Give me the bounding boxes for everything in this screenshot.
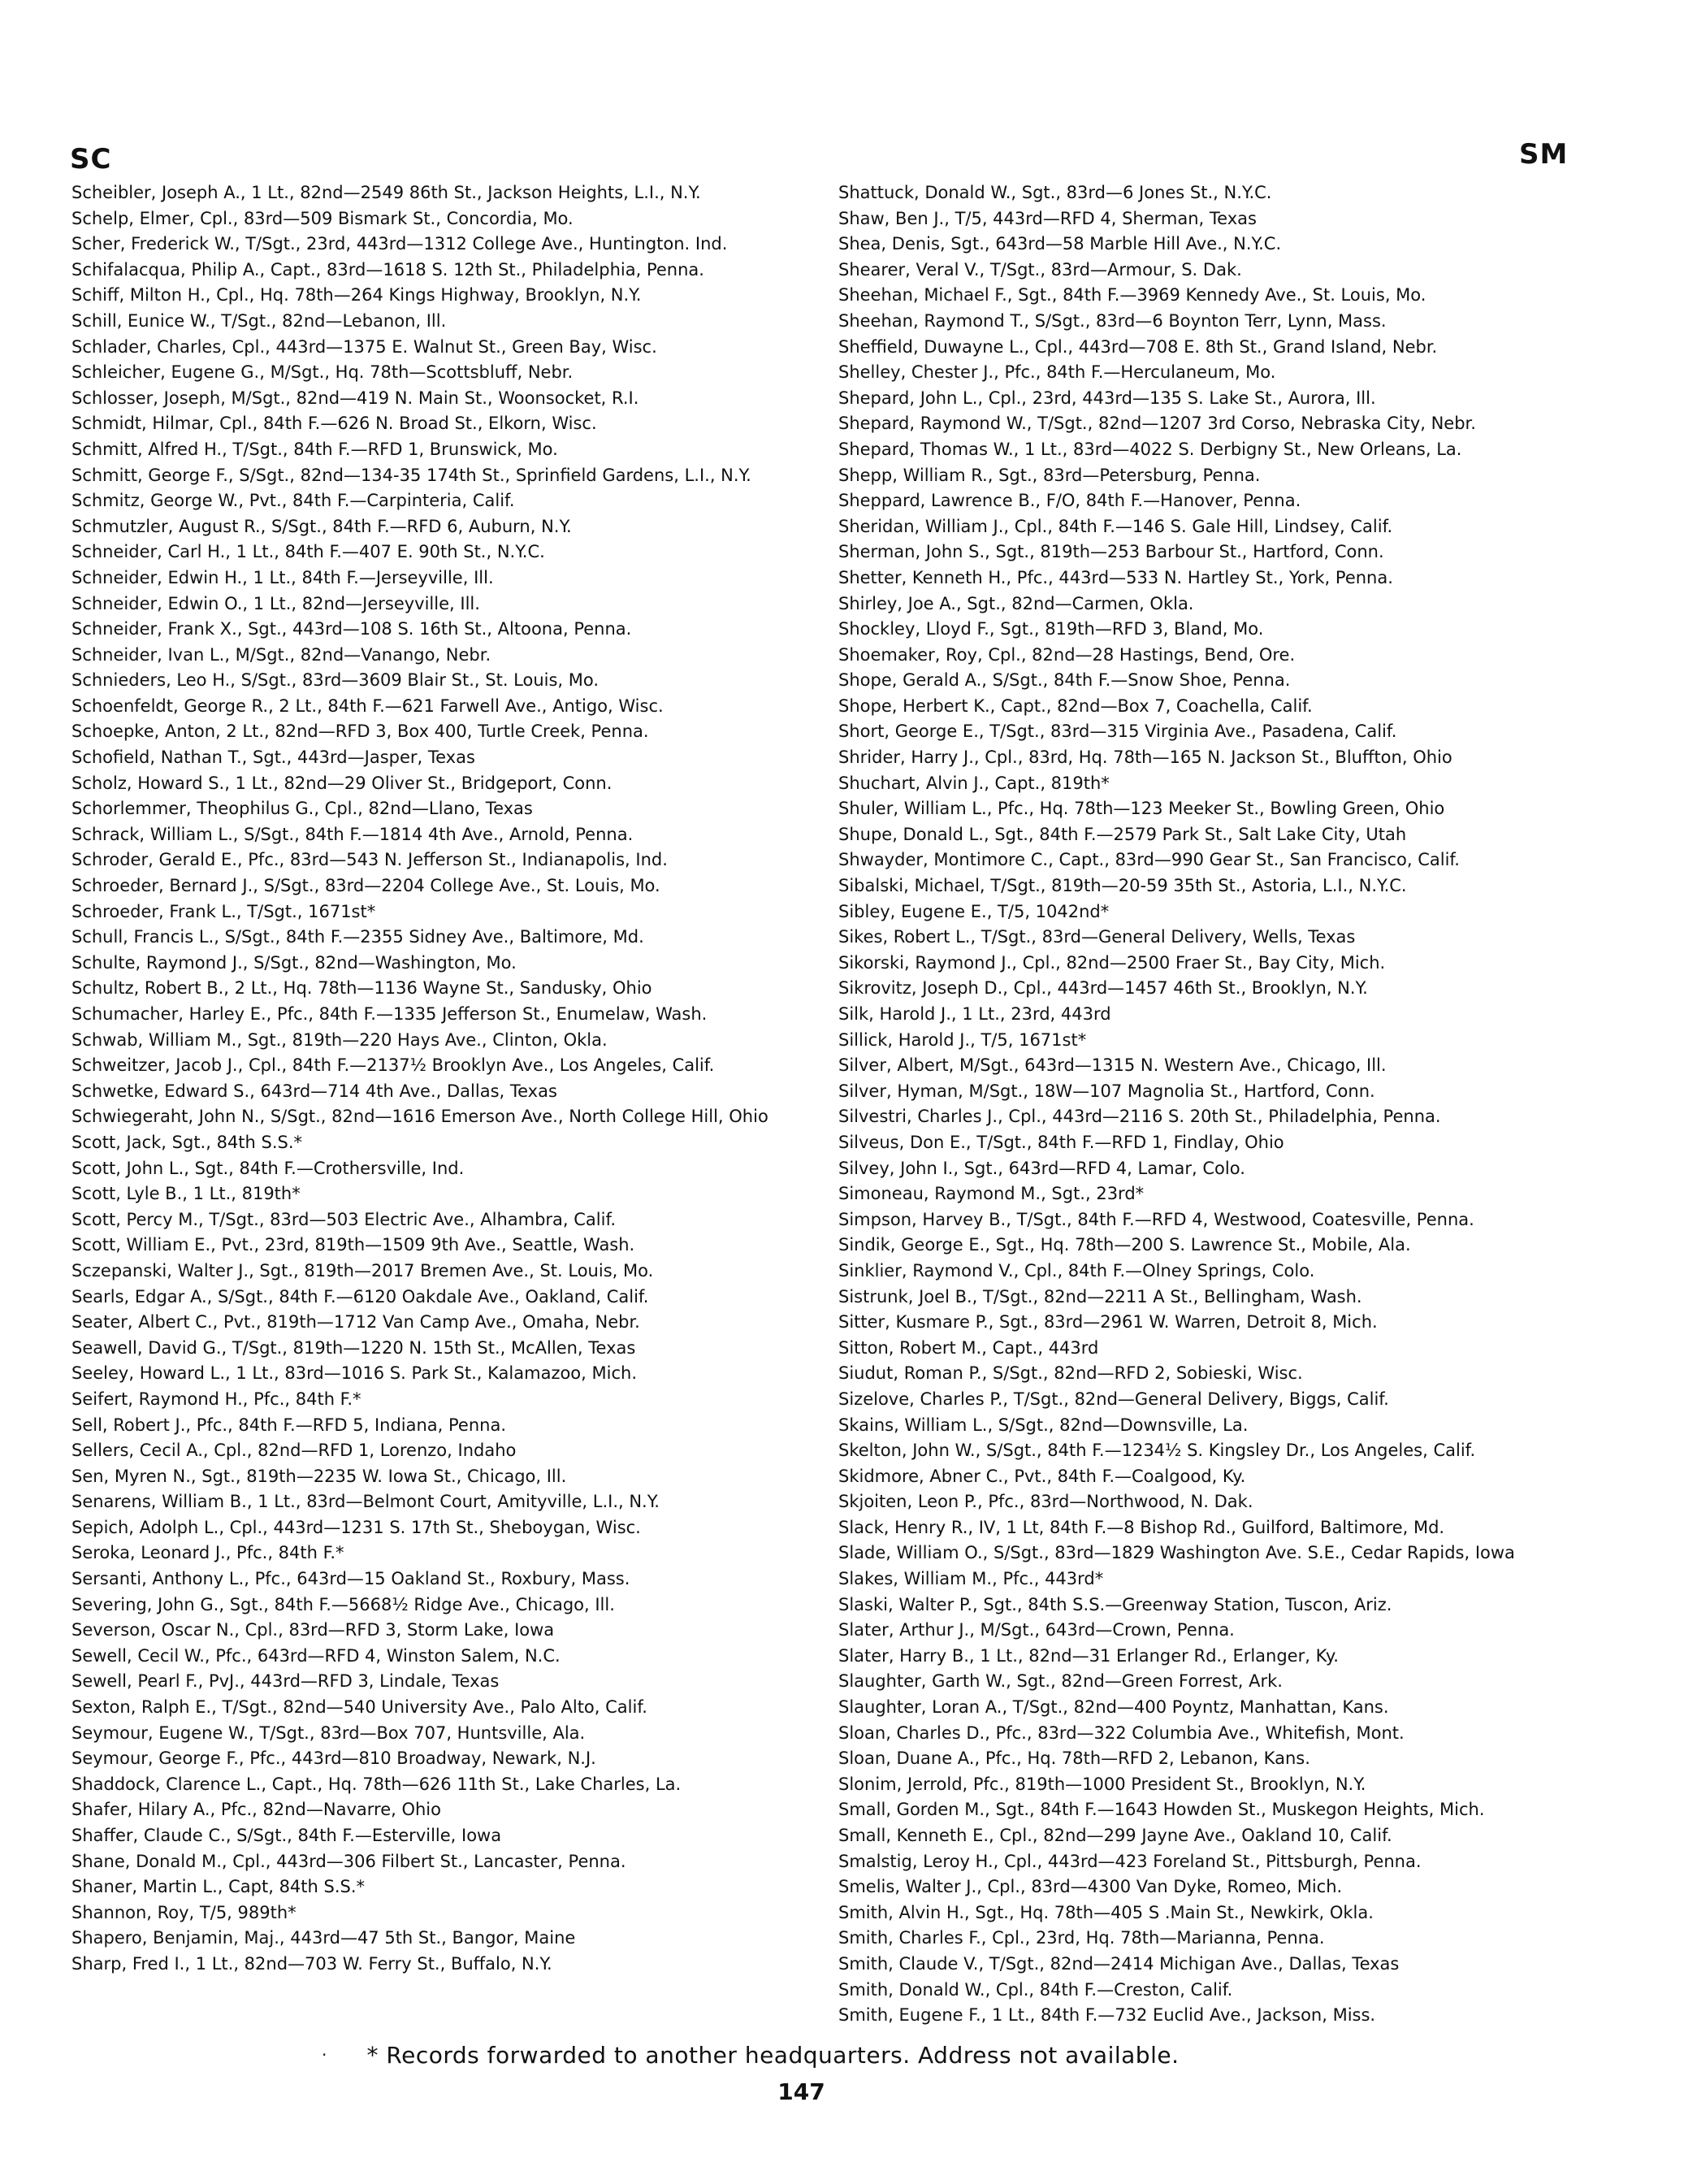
roster-entry: Schelp, Elmer, Cpl., 83rd—509 Bismark St., Concordia, Mo. [71, 208, 574, 228]
roster-entry: Seeley, Howard L., 1 Lt., 83rd—1016 S. Park St., Kalamazoo, Mich. [71, 1363, 637, 1384]
roster-entry: Silveus, Don E., T/Sgt., 84th F.—RFD 1, Findlay, Ohio [838, 1132, 1284, 1152]
roster-entry: Shea, Denis, Sgt., 643rd—58 Marble Hill Ave., N.Y.C. [838, 234, 1282, 254]
roster-entry: Short, George E., T/Sgt., 83rd—315 Virginia Ave., Pasadena, Calif. [838, 722, 1397, 742]
roster-entry: Sen, Myren N., Sgt., 819th—2235 W. Iowa St., Chicago, Ill. [71, 1466, 567, 1486]
footnote-text: * Records forwarded to another headquarters. Address not available. [366, 2042, 1180, 2069]
roster-entry: Simpson, Harvey B., T/Sgt., 84th F.—RFD 4, Westwood, Coatesville, Penna. [838, 1209, 1474, 1229]
roster-entry: Shaffer, Claude C., S/Sgt., 84th F.—Esterville, Iowa [71, 1826, 502, 1845]
roster-entry: Shupe, Donald L., Sgt., 84th F.—2579 Park St., Salt Lake City, Utah [838, 824, 1407, 844]
right-column-entries [838, 180, 1586, 2029]
roster-entry: Schofield, Nathan T., Sgt., 443rd—Jasper, Texas [71, 748, 475, 768]
roster-entry: Shepp, William R., Sgt., 83rd—Petersburg, Penna. [838, 465, 1261, 485]
roster-entry: Smith, Eugene F., 1 Lt., 84th F.—732 Euclid Ave., Jackson, Miss. [838, 2005, 1376, 2026]
roster-entry: Smith, Claude V., T/Sgt., 82nd—2414 Michigan Ave., Dallas, Texas [838, 1953, 1400, 1974]
roster-entry: Sindik, George E., Sgt., Hq. 78th—200 S. Lawrence St., Mobile, Ala. [838, 1235, 1411, 1255]
roster-entry: Severing, John G., Sgt., 84th F.—5668½ Ridge Ave., Chicago, Ill. [71, 1594, 615, 1614]
roster-entry: Shuchart, Alvin J., Capt., 819th* [838, 773, 1110, 793]
roster-entry: Sheffield, Duwayne L., Cpl., 443rd—708 E. 8th St., Grand Island, Nebr. [838, 336, 1438, 357]
roster-entry: Schneider, Ivan L., M/Sgt., 82nd—Vanango, Nebr. [71, 644, 491, 665]
roster-entry: Shannon, Roy, T/5, 989th* [71, 1902, 297, 1922]
roster-entry: Shrider, Harry J., Cpl., 83rd, Hq. 78th—165 N. Jackson St., Bluffton, Ohio [838, 748, 1452, 768]
roster-entry: Shaw, Ben J., T/5, 443rd—RFD 4, Sherman, Texas [838, 208, 1257, 228]
roster-entry: Schneider, Edwin O., 1 Lt., 82nd—Jerseyville, Ill. [71, 593, 480, 613]
roster-entry: Silk, Harold J., 1 Lt., 23rd, 443rd [838, 1004, 1111, 1024]
roster-entry: Sitter, Kusmare P., Sgt., 83rd—2961 W. Warren, Detroit 8, Mich. [838, 1312, 1378, 1332]
roster-entry: Seymour, George F., Pfc., 443rd—810 Broadway, Newark, N.J. [71, 1748, 596, 1769]
left-column-entries [71, 180, 811, 1978]
roster-entry: Schultz, Robert B., 2 Lt., Hq. 78th—1136 Wayne St., Sandusky, Ohio [71, 978, 652, 999]
roster-entry: Shockley, Lloyd F., Sgt., 819th—RFD 3, Bland, Mo. [838, 619, 1264, 639]
roster-entry: Shearer, Veral V., T/Sgt., 83rd—Armour, S. Dak. [838, 259, 1242, 280]
roster-entry: Sheehan, Michael F., Sgt., 84th F.—3969 Kennedy Ave., St. Louis, Mo. [838, 285, 1426, 306]
roster-entry: Shaner, Martin L., Capt, 84th S.S.* [71, 1877, 366, 1897]
roster-entry: Schill, Eunice W., T/Sgt., 82nd—Lebanon, Ill. [71, 310, 447, 331]
roster-entry: Seater, Albert C., Pvt., 819th—1712 Van Camp Ave., Omaha, Nebr. [71, 1312, 640, 1332]
section-header-right: SM [1519, 138, 1569, 171]
roster-entry: Scott, William E., Pvt., 23rd, 819th—1509 9th Ave., Seattle, Wash. [71, 1235, 635, 1255]
roster-entry: Seroka, Leonard J., Pfc., 84th F.* [71, 1543, 344, 1563]
roster-entry: Sheppard, Lawrence B., F/O, 84th F.—Hanover, Penna. [838, 491, 1301, 511]
roster-entry: Scott, Percy M., T/Sgt., 83rd—503 Electric Ave., Alhambra, Calif. [71, 1209, 617, 1229]
roster-entry: Sitton, Robert M., Capt., 443rd [838, 1337, 1099, 1358]
roster-entry: Shattuck, Donald W., Sgt., 83rd—6 Jones St., N.Y.C. [838, 183, 1272, 202]
roster-entry: Sell, Robert J., Pfc., 84th F.—RFD 5, Indiana, Penna. [71, 1415, 507, 1435]
roster-entry: Schneider, Carl H., 1 Lt., 84th F.—407 E. 90th St., N.Y.C. [71, 542, 545, 562]
roster-entry: Sikes, Robert L., T/Sgt., 83rd—General Delivery, Wells, Texas [838, 927, 1356, 947]
roster-entry: Simoneau, Raymond M., Sgt., 23rd* [838, 1184, 1145, 1204]
roster-entry: Smith, Donald W., Cpl., 84th F.—Creston, Calif. [838, 1979, 1233, 2000]
roster-entry: Sewell, Cecil W., Pfc., 643rd—RFD 4, Winston Salem, N.C. [71, 1645, 561, 1666]
roster-entry: Schlosser, Joseph, M/Sgt., 82nd—419 N. Main St., Woonsocket, R.I. [71, 388, 639, 408]
roster-entry: Scott, Lyle B., 1 Lt., 819th* [71, 1184, 301, 1204]
roster-entry: Slater, Harry B., 1 Lt., 82nd—31 Erlanger Rd., Erlanger, Ky. [838, 1645, 1339, 1666]
section-header-left: SC [70, 143, 112, 176]
roster-entry: Schifalacqua, Philip A., Capt., 83rd—1618 S. 12th St., Philadelphia, Penna. [71, 259, 704, 280]
roster-entry: Severson, Oscar N., Cpl., 83rd—RFD 3, Storm Lake, Iowa [71, 1620, 555, 1640]
roster-entry: Schroeder, Frank L., T/Sgt., 1671st* [71, 901, 376, 921]
roster-entry: Smith, Charles F., Cpl., 23rd, Hq. 78th—Marianna, Penna. [838, 1928, 1325, 1948]
roster-entry: Scott, Jack, Sgt., 84th S.S.* [71, 1132, 303, 1152]
roster-entry: Schwetke, Edward S., 643rd—714 4th Ave., Dallas, Texas [71, 1081, 557, 1101]
roster-entry: Schiff, Milton H., Cpl., Hq. 78th—264 Kings Highway, Brooklyn, N.Y. [71, 285, 642, 306]
roster-entry: Shope, Herbert K., Capt., 82nd—Box 7, Coachella, Calif. [838, 696, 1313, 716]
stray-mark: · [322, 2045, 327, 2065]
footnote [0, 2042, 1684, 2069]
roster-entry: Slater, Arthur J., M/Sgt., 643rd—Crown, Penna. [838, 1620, 1235, 1640]
roster-entry: Shoemaker, Roy, Cpl., 82nd—28 Hastings, Bend, Ore. [838, 644, 1296, 665]
roster-entry: Smalstig, Leroy H., Cpl., 443rd—423 Foreland St., Pittsburgh, Penna. [838, 1851, 1422, 1871]
roster-entry: Schleicher, Eugene G., M/Sgt., Hq. 78th—Scottsbluff, Nebr. [71, 362, 574, 383]
roster-entry: Sharp, Fred I., 1 Lt., 82nd—703 W. Ferry St., Buffalo, N.Y. [71, 1953, 552, 1974]
roster-entry: Scheibler, Joseph A., 1 Lt., 82nd—2549 86th St., Jackson Heights, L.I., N.Y. [71, 183, 701, 202]
roster-entry: Schorlemmer, Theophilus G., Cpl., 82nd—Llano, Texas [71, 799, 533, 819]
roster-entry: Shelley, Chester J., Pfc., 84th F.—Herculaneum, Mo. [838, 362, 1276, 383]
roster-entry: Schwiegeraht, John N., S/Sgt., 82nd—1616 Emerson Ave., North College Hill, Ohio [71, 1107, 768, 1127]
roster-entry: Silver, Hyman, M/Sgt., 18W—107 Magnolia St., Hartford, Conn. [838, 1081, 1375, 1101]
roster-entry: Shepard, John L., Cpl., 23rd, 443rd—135 S. Lake St., Aurora, Ill. [838, 388, 1376, 408]
roster-entry: Skelton, John W., S/Sgt., 84th F.—1234½ S. Kingsley Dr., Los Angeles, Calif. [838, 1441, 1476, 1461]
roster-entry: Sinklier, Raymond V., Cpl., 84th F.—Olney Springs, Colo. [838, 1260, 1315, 1280]
roster-entry: Schwab, William M., Sgt., 819th—220 Hays Ave., Clinton, Okla. [71, 1029, 608, 1050]
roster-entry: Seifert, Raymond H., Pfc., 84th F.* [71, 1389, 361, 1409]
roster-entry: Shwayder, Montimore C., Capt., 83rd—990 Gear St., San Francisco, Calif. [838, 850, 1460, 870]
roster-entry: Slack, Henry R., IV, 1 Lt, 84th F.—8 Bishop Rd., Guilford, Baltimore, Md. [838, 1517, 1445, 1537]
roster-entry: Scott, John L., Sgt., 84th F.—Crothersville, Ind. [71, 1158, 465, 1178]
roster-entry: Sellers, Cecil A., Cpl., 82nd—RFD 1, Lorenzo, Indaho [71, 1441, 517, 1461]
roster-entry: Skidmore, Abner C., Pvt., 84th F.—Coalgood, Ky. [838, 1466, 1246, 1486]
roster-entry: Sexton, Ralph E., T/Sgt., 82nd—540 University Ave., Palo Alto, Calif. [71, 1697, 647, 1718]
roster-entry: Slaughter, Loran A., T/Sgt., 82nd—400 Poyntz, Manhattan, Kans. [838, 1697, 1389, 1718]
roster-entry: Sibley, Eugene E., T/5, 1042nd* [838, 901, 1110, 921]
roster-entry: Shirley, Joe A., Sgt., 82nd—Carmen, Okla. [838, 593, 1194, 613]
roster-entry: Schweitzer, Jacob J., Cpl., 84th F.—2137½ Brooklyn Ave., Los Angeles, Calif. [71, 1055, 715, 1076]
roster-entry: Schmitz, George W., Pvt., 84th F.—Carpinteria, Calif. [71, 491, 515, 511]
roster-entry: Shope, Gerald A., S/Sgt., 84th F.—Snow Shoe, Penna. [838, 670, 1291, 691]
roster-entry: Shaddock, Clarence L., Capt., Hq. 78th—626 11th St., Lake Charles, La. [71, 1774, 682, 1794]
roster-entry: Shepard, Raymond W., T/Sgt., 82nd—1207 3rd Corso, Nebraska City, Nebr. [838, 414, 1476, 434]
roster-entry: Smith, Alvin H., Sgt., Hq. 78th—405 S .Main St., Newkirk, Okla. [838, 1902, 1374, 1922]
roster-entry: Silvestri, Charles J., Cpl., 443rd—2116 S. 20th St., Philadelphia, Penna. [838, 1107, 1441, 1127]
roster-entry: Sheridan, William J., Cpl., 84th F.—146 S. Gale Hill, Lindsey, Calif. [838, 516, 1393, 536]
roster-entry: Small, Gorden M., Sgt., 84th F.—1643 Howden St., Muskegon Heights, Mich. [838, 1800, 1485, 1820]
roster-entry: Slakes, William M., Pfc., 443rd* [838, 1569, 1104, 1589]
roster-entry: Schlader, Charles, Cpl., 443rd—1375 E. Walnut St., Green Bay, Wisc. [71, 336, 657, 357]
roster-entry: Shuler, William L., Pfc., Hq. 78th—123 Meeker St., Bowling Green, Ohio [838, 799, 1445, 819]
roster-entry: Sikorski, Raymond J., Cpl., 82nd—2500 Fraer St., Bay City, Mich. [838, 952, 1386, 973]
roster-entry: Schmitt, George F., S/Sgt., 82nd—134-35 174th St., Sprinfield Gardens, L.I., N.Y. [71, 465, 751, 485]
roster-entry: Schoenfeldt, George R., 2 Lt., 84th F.—621 Farwell Ave., Antigo, Wisc. [71, 696, 664, 716]
roster-entry: Skjoiten, Leon P., Pfc., 83rd—Northwood, N. Dak. [838, 1492, 1253, 1512]
roster-entry: Schoepke, Anton, 2 Lt., 82nd—RFD 3, Box 400, Turtle Creek, Penna. [71, 722, 649, 742]
roster-entry: Sloan, Charles D., Pfc., 83rd—322 Columbia Ave., Whitefish, Mont. [838, 1722, 1405, 1743]
roster-entry: Slaski, Walter P., Sgt., 84th S.S.—Greenway Station, Tuscon, Ariz. [838, 1594, 1392, 1614]
roster-entry: Schroeder, Bernard J., S/Sgt., 83rd—2204 College Ave., St. Louis, Mo. [71, 876, 660, 896]
roster-entry: Sibalski, Michael, T/Sgt., 819th—20-59 35th St., Astoria, L.I., N.Y.C. [838, 876, 1407, 896]
roster-entry: Searls, Edgar A., S/Sgt., 84th F.—6120 Oakdale Ave., Oakland, Calif. [71, 1286, 649, 1306]
roster-entry: Sheehan, Raymond T., S/Sgt., 83rd—6 Boynton Terr, Lynn, Mass. [838, 310, 1387, 331]
roster-entry: Skains, William L., S/Sgt., 82nd—Downsville, La. [838, 1415, 1249, 1435]
roster-entry: Shapero, Benjamin, Maj., 443rd—47 5th St., Bangor, Maine [71, 1928, 576, 1948]
roster-entry: Sistrunk, Joel B., T/Sgt., 82nd—2211 A St., Bellingham, Wash. [838, 1286, 1362, 1306]
roster-entry: Slonim, Jerrold, Pfc., 819th—1000 President St., Brooklyn, N.Y. [838, 1774, 1366, 1794]
roster-entry: Sikrovitz, Joseph D., Cpl., 443rd—1457 46th St., Brooklyn, N.Y. [838, 978, 1368, 999]
roster-entry: Seymour, Eugene W., T/Sgt., 83rd—Box 707, Huntsville, Ala. [71, 1722, 586, 1743]
roster-entry: Senarens, William B., 1 Lt., 83rd—Belmont Court, Amityville, L.I., N.Y. [71, 1492, 660, 1512]
roster-entry: Schull, Francis L., S/Sgt., 84th F.—2355 Sidney Ave., Baltimore, Md. [71, 927, 644, 947]
roster-entry: Sewell, Pearl F., PvJ., 443rd—RFD 3, Lindale, Texas [71, 1671, 500, 1692]
roster-entry: Sepich, Adolph L., Cpl., 443rd—1231 S. 17th St., Sheboygan, Wisc. [71, 1517, 641, 1537]
roster-entry: Sizelove, Charles P., T/Sgt., 82nd—General Delivery, Biggs, Calif. [838, 1389, 1389, 1409]
roster-entry: Shafer, Hilary A., Pfc., 82nd—Navarre, Ohio [71, 1800, 441, 1820]
roster-entry: Schnieders, Leo H., S/Sgt., 83rd—3609 Blair St., St. Louis, Mo. [71, 670, 600, 691]
roster-entry: Schmutzler, August R., S/Sgt., 84th F.—RFD 6, Auburn, N.Y. [71, 516, 572, 536]
roster-entry: Sersanti, Anthony L., Pfc., 643rd—15 Oakland St., Roxbury, Mass. [71, 1569, 630, 1589]
roster-entry: Seawell, David G., T/Sgt., 819th—1220 N. 15th St., McAllen, Texas [71, 1337, 636, 1358]
roster-entry: Schulte, Raymond J., S/Sgt., 82nd—Washington, Mo. [71, 952, 517, 973]
roster-entry: Siudut, Roman P., S/Sgt., 82nd—RFD 2, Sobieski, Wisc. [838, 1363, 1303, 1384]
roster-entry: Silvey, John I., Sgt., 643rd—RFD 4, Lamar, Colo. [838, 1158, 1245, 1178]
roster-entry: Schmidt, Hilmar, Cpl., 84th F.—626 N. Broad St., Elkorn, Wisc. [71, 414, 597, 434]
roster-entry: Scholz, Howard S., 1 Lt., 82nd—29 Oliver St., Bridgeport, Conn. [71, 773, 613, 793]
roster-entry: Schroder, Gerald E., Pfc., 83rd—543 N. Jefferson St., Indianapolis, Ind. [71, 850, 668, 870]
roster-entry: Slaughter, Garth W., Sgt., 82nd—Green Forrest, Ark. [838, 1671, 1283, 1692]
roster-entry: Sloan, Duane A., Pfc., Hq. 78th—RFD 2, Lebanon, Kans. [838, 1748, 1310, 1769]
roster-entry: Small, Kenneth E., Cpl., 82nd—299 Jayne Ave., Oakland 10, Calif. [838, 1826, 1392, 1845]
roster-entry: Slade, William O., S/Sgt., 83rd—1829 Washington Ave. S.E., Cedar Rapids, Iowa [838, 1543, 1515, 1563]
roster-entry: Schneider, Frank X., Sgt., 443rd—108 S. 16th St., Altoona, Penna. [71, 619, 632, 639]
roster-entry: Schrack, William L., S/Sgt., 84th F.—1814 4th Ave., Arnold, Penna. [71, 824, 634, 844]
roster-entry: Sherman, John S., Sgt., 819th—253 Barbour St., Hartford, Conn. [838, 542, 1384, 562]
roster-entry: Schmitt, Alfred H., T/Sgt., 84th F.—RFD 1, Brunswick, Mo. [71, 439, 558, 459]
roster-entry: Shetter, Kenneth H., Pfc., 443rd—533 N. Hartley St., York, Penna. [838, 567, 1393, 587]
roster-entry: Sillick, Harold J., T/5, 1671st* [838, 1029, 1087, 1050]
roster-entry: Schumacher, Harley E., Pfc., 84th F.—1335 Jefferson St., Enumelaw, Wash. [71, 1004, 708, 1024]
roster-entry: Shane, Donald M., Cpl., 443rd—306 Filbert St., Lancaster, Penna. [71, 1851, 626, 1871]
roster-entry: Silver, Albert, M/Sgt., 643rd—1315 N. Western Ave., Chicago, Ill. [838, 1055, 1387, 1076]
page-number-text: 147 [777, 2078, 825, 2105]
page-number [0, 2078, 1684, 2105]
roster-entry: Sczepanski, Walter J., Sgt., 819th—2017 Bremen Ave., St. Louis, Mo. [71, 1260, 654, 1280]
roster-entry: Smelis, Walter J., Cpl., 83rd—4300 Van Dyke, Romeo, Mich. [838, 1877, 1343, 1897]
roster-entry: Shepard, Thomas W., 1 Lt., 83rd—4022 S. Derbigny St., New Orleans, La. [838, 439, 1462, 459]
roster-entry: Schneider, Edwin H., 1 Lt., 84th F.—Jerseyville, Ill. [71, 567, 494, 587]
roster-entry: Scher, Frederick W., T/Sgt., 23rd, 443rd—1312 College Ave., Huntington. Ind. [71, 234, 728, 254]
